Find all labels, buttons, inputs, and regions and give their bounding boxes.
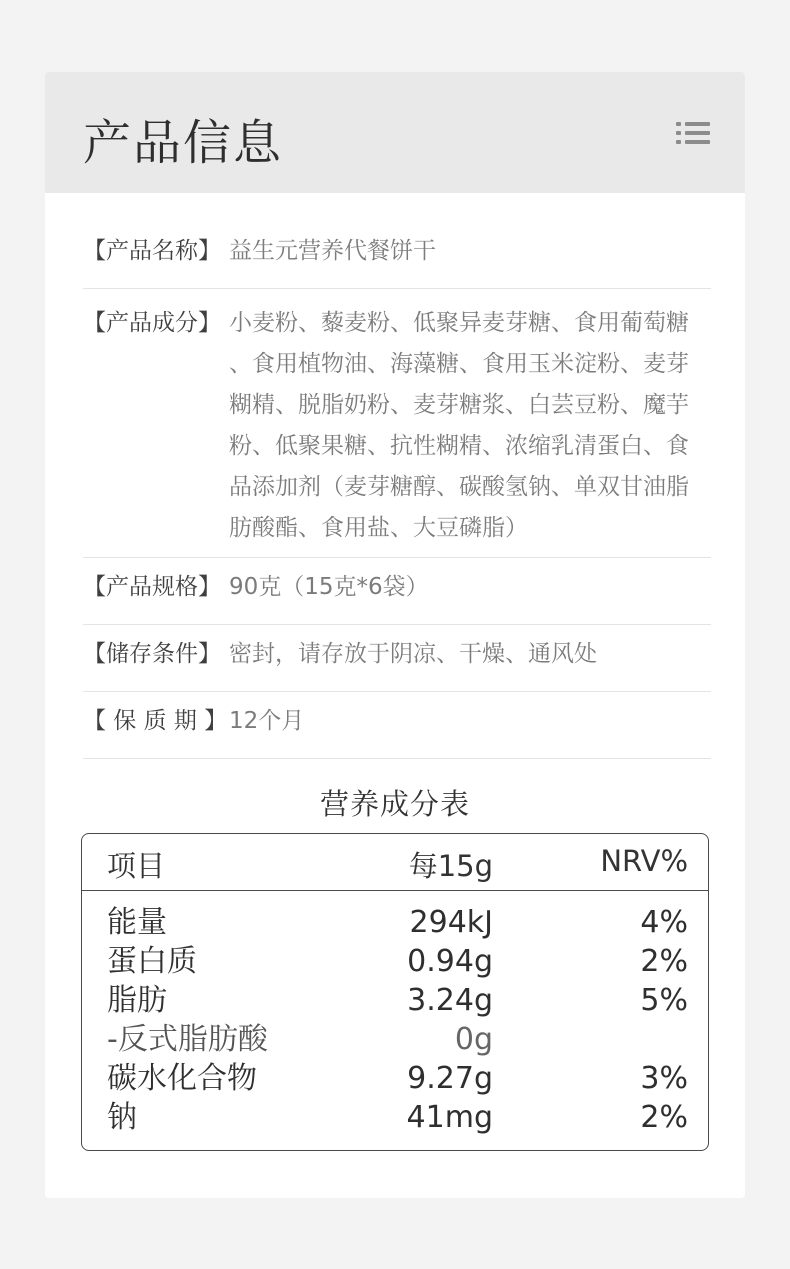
info-value: 益生元营养代餐饼干 [229, 238, 436, 264]
nutrition-rows [82, 903, 708, 1137]
info-row-storage [83, 625, 711, 692]
info-value: 90克（15克*6袋） [229, 574, 429, 600]
nutrient-name: -反式脂肪酸 [107, 1022, 268, 1057]
info-label: 【储存条件】 [83, 641, 221, 667]
table-row [82, 981, 708, 1020]
nutrient-name: 蛋白质 [107, 944, 197, 979]
nutrient-amount: 0.94g [407, 944, 493, 979]
nutrient-amount: 0g [454, 1022, 493, 1057]
nutrient-name: 脂肪 [107, 983, 167, 1018]
ingredients-line: 小麦粉、藜麦粉、低聚异麦芽糖、食用葡萄糖 [229, 310, 689, 336]
nutrient-nrv: 5% [640, 983, 688, 1018]
ingredients-line: 粉、低聚果糖、抗性糊精、浓缩乳清蛋白、食 [229, 433, 689, 459]
card-header [45, 72, 745, 193]
info-value: 12个月 [229, 708, 305, 734]
info-row-specification [83, 558, 711, 625]
table-row [82, 1059, 708, 1098]
header-nrv: NRV% [600, 844, 688, 878]
nutrient-name: 碳水化合物 [107, 1061, 257, 1096]
info-row-shelf-life [83, 692, 711, 759]
nutrition-table-header [82, 834, 708, 891]
table-row [82, 903, 708, 942]
page-title: 产品信息 [83, 115, 284, 171]
info-label: 【产品规格】 [83, 574, 221, 600]
info-row-product-name [83, 222, 711, 289]
table-row [82, 942, 708, 981]
info-label: 【产品成分】 [83, 310, 221, 336]
nutrient-name: 钠 [107, 1100, 137, 1135]
ingredients-line: 糊精、脱脂奶粉、麦芽糖浆、白芸豆粉、魔芋 [229, 392, 689, 418]
info-label: 【产品名称】 [83, 238, 221, 264]
ingredients-line: 肪酸酯、食用盐、大豆磷脂） [229, 515, 528, 541]
nutrient-nrv: 2% [640, 1100, 688, 1135]
table-row [82, 1020, 708, 1059]
info-label: 【 保 质 期 】 [83, 708, 228, 734]
info-row-ingredients [83, 289, 711, 558]
nutrient-nrv: 4% [640, 905, 688, 940]
nutrient-nrv: 2% [640, 944, 688, 979]
nutrient-amount: 294kJ [409, 905, 493, 940]
header-per-serving: 每15g [408, 849, 493, 883]
ingredients-line: 品添加剂（麦芽糖醇、碳酸氢钠、单双甘油脂 [229, 474, 689, 500]
product-info-list [83, 222, 711, 759]
nutrient-amount: 3.24g [407, 983, 493, 1018]
ingredients-line: 、食用植物油、海藻糖、食用玉米淀粉、麦芽 [229, 351, 689, 377]
nutrient-nrv: 3% [640, 1061, 688, 1096]
list-menu-icon[interactable] [676, 122, 710, 144]
nutrition-table-title: 营养成分表 [319, 787, 470, 821]
info-value: 密封，请存放于阴凉、干燥、通风处 [229, 641, 597, 667]
nutrient-amount: 41mg [406, 1100, 493, 1135]
table-row [82, 1098, 708, 1137]
header-item: 项目 [107, 849, 166, 883]
nutrient-amount: 9.27g [407, 1061, 493, 1096]
nutrient-name: 能量 [107, 905, 167, 940]
nutrition-table [81, 833, 709, 1151]
